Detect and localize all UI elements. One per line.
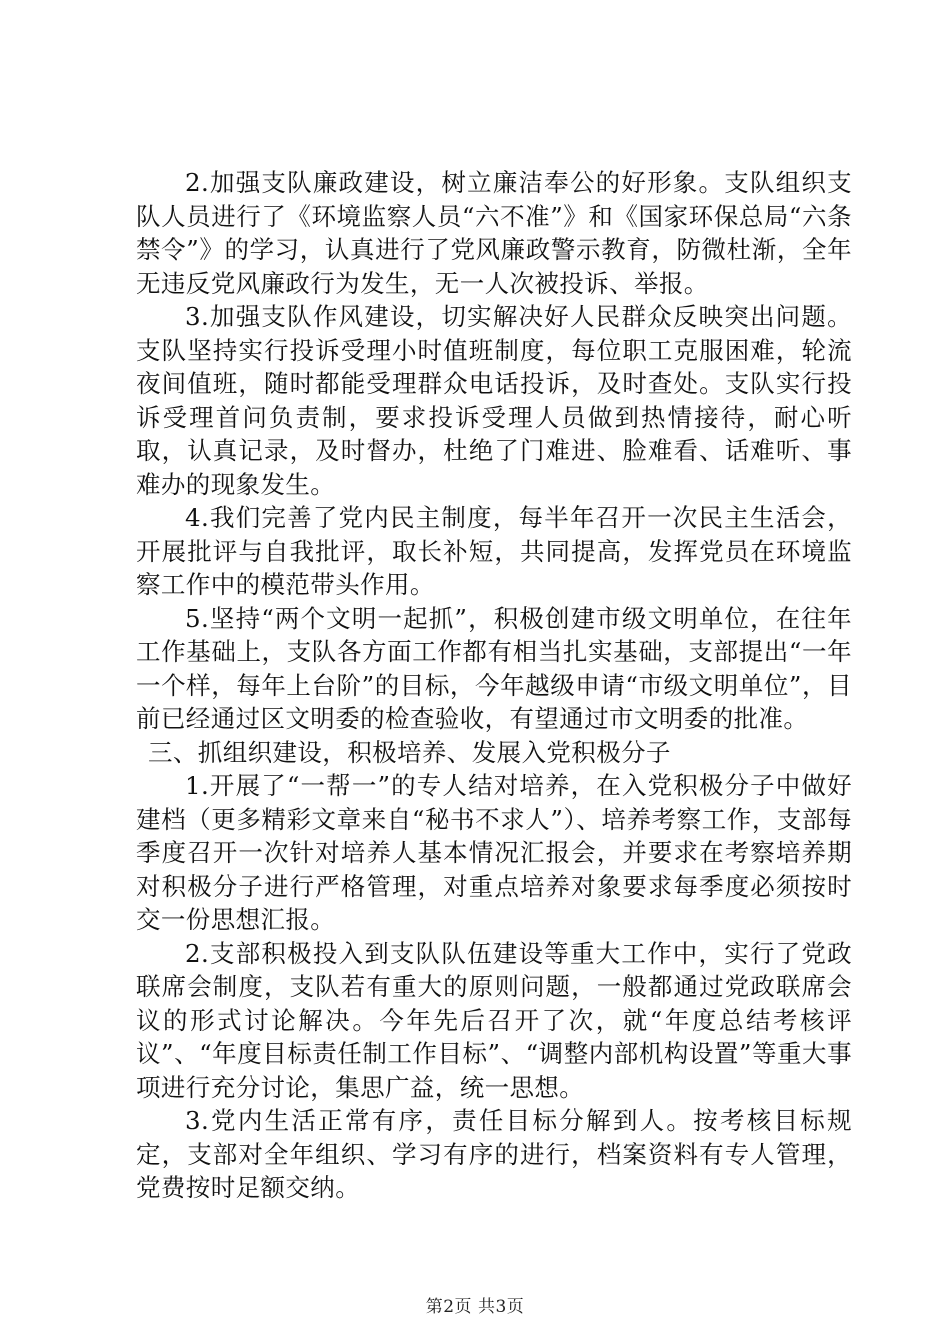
paragraph-civilization: 5.坚持“两个文明一起抓”，积极创建市级文明单位，在往年工作基础上，支队各方面工作都有相当扎实基础，支部提出“一年一个样，每年上台阶”的目标，今年越级申请“市级文明单位”，目前已经通过区文明委的检查验收，有望通过市文明委的批准。 xyxy=(136,603,852,733)
paragraph-cultivation: 1.开展了“一帮一”的专人结对培养，在入党积极分子中做好建档（更多精彩文章来自“秘书不求人”）、培养考察工作，支部每季度召开一次针对培养人基本情况汇报会，并要求在考察培养期对积极分子进行严格管理，对重点培养对象要求每季度必须按时交一份思想汇报。 xyxy=(136,771,852,934)
document-body xyxy=(136,166,852,1205)
section-heading-organization: 三、抓组织建设，积极培养、发展入党积极分子 xyxy=(148,737,671,767)
paragraph-party-life: 3.党内生活正常有序，责任目标分解到人。按考核目标规定，支部对全年组织、学习有序的进行，档案资料有专人管理，党费按时足额交纳。 xyxy=(136,1106,852,1202)
paragraph-integrity: 2.加强支队廉政建设，树立廉洁奉公的好形象。支队组织支队人员进行了《环境监察人员“六不准”》和《国家环保总局“六条禁令”》的学习，认真进行了党风廉政警示教育，防微杜渐，全年无违反党风廉政行为发生，无一人次被投诉、举报。 xyxy=(136,168,852,298)
page-footer: 第2页 共3页 xyxy=(425,1297,525,1317)
paragraph-work-style: 3.加强支队作风建设，切实解决好人民群众反映突出问题。支队坚持实行投诉受理小时值班制度，每位职工克服困难，轮流夜间值班，随时都能受理群众电话投诉，及时查处。支队实行投诉受理首问负责制，要求投诉受理人员做到热情接待，耐心听取，认真记录，及时督办，杜绝了门难进、脸难看、话难听、事难办的现象发生。 xyxy=(136,302,852,499)
paragraph-democracy: 4.我们完善了党内民主制度，每半年召开一次民主生活会，开展批评与自我批评，取长补短，共同提高，发挥党员在环境监察工作中的模范带头作用。 xyxy=(136,503,852,599)
paragraph-joint-meeting: 2.支部积极投入到支队队伍建设等重大工作中，实行了党政联席会制度，支队若有重大的原则问题，一般都通过党政联席会议的形式讨论解决。今年先后召开了次，就“年度总结考核评议”、“年度目标责任制工作目标”、“调整内部机构设置”等重大事项进行充分讨论，集思广益，统一思想。 xyxy=(136,938,852,1102)
